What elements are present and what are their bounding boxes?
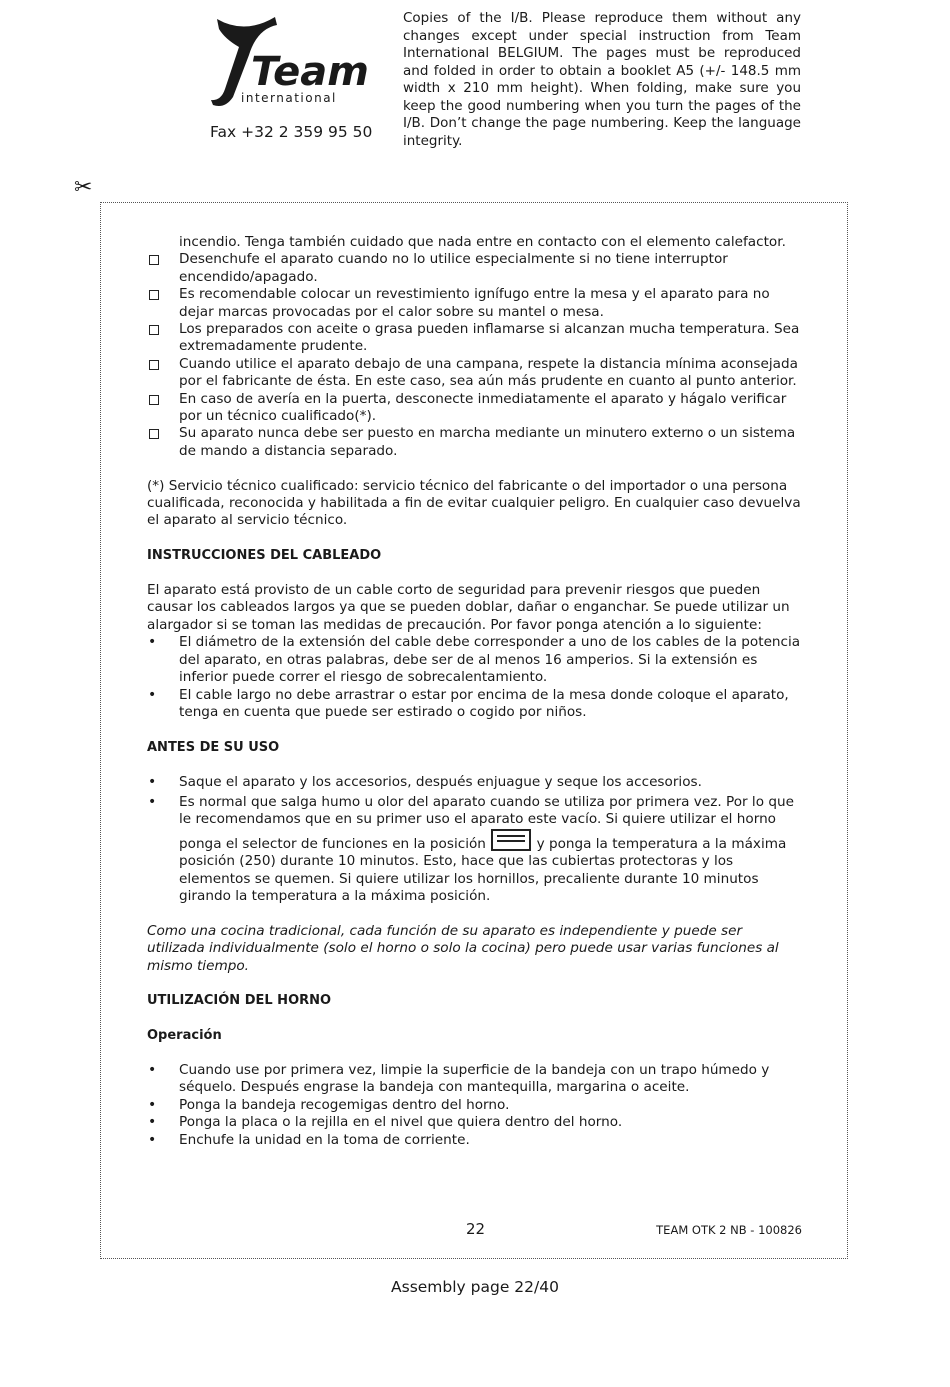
operation-item-text: Cuando use por primera vez, limpie la superficie de la bandeja con un trapo húmedo y séquelo. Después engrase la bandeja con mantequilla, margarina o aceite. [179, 1061, 770, 1096]
bullet-icon: • [148, 793, 157, 810]
cable-item-text: El cable largo no debe arrastrar o estar por encima de la mesa donde coloque el aparato, tenga en cuenta que puede ser estirado o cogido por niños. [179, 686, 789, 720]
checkbox-bullet-icon [147, 425, 165, 444]
checkbox-bullet-icon [147, 251, 165, 270]
scissors-icon: ✂ [74, 174, 93, 199]
checkbox-bullet-icon [147, 356, 165, 375]
operation-item-text: Enchufe la unidad en la toma de corriente. [179, 1131, 470, 1148]
safety-item [147, 286, 802, 321]
safety-item [147, 251, 802, 286]
safety-item-continued [147, 234, 802, 251]
operation-item [147, 1062, 802, 1097]
logo-subtitle: international [241, 91, 337, 105]
oven-heading: UTILIZACIÓN DEL HORNO [147, 993, 332, 1009]
operation-item-text: Ponga la bandeja recogemigas dentro del horno. [179, 1096, 510, 1113]
before-use-item [147, 794, 802, 905]
bullet-icon: • [148, 1096, 157, 1113]
fax-number: Fax +32 2 359 95 50 [210, 123, 373, 141]
italic-note: Como una cocina tradicional, cada función de su aparato es independiente y puede ser utilizada individualmente (solo el horno o solo la cocina) pero puede usar varias funciones al mismo tiempo. [147, 922, 779, 974]
checkbox-bullet-icon [147, 286, 165, 305]
safety-item [147, 391, 802, 426]
page-number: 22 [466, 1220, 486, 1238]
team-logo [205, 5, 369, 115]
safety-item-text: En caso de avería en la puerta, desconecte inmediatamente el aparato y hágalo verificar por un técnico cualificado(*). [179, 390, 787, 425]
before-use-item [147, 774, 802, 791]
logo-wordmark: Team [251, 49, 369, 95]
cable-intro: El aparato está provisto de un cable corto de seguridad para prevenir riesgos que pueden causar los cableados largos ya que se pueden doblar, dañar o enganchar. Se puede utilizar un alargador si se toman las medidas de precaución. Por favor ponga atención a lo siguiente: [147, 582, 790, 633]
bullet-icon: • [148, 773, 157, 790]
model-code: TEAM OTK 2 NB - 100826 [656, 1223, 802, 1237]
operation-item [147, 1132, 802, 1149]
bullet-icon: • [148, 1114, 157, 1131]
safety-item-text: Es recomendable colocar un revestimiento ignífugo entre la mesa y el aparato para no dejar marcas provocadas por el calor sobre su mantel o mesa. [179, 286, 770, 320]
oven-function-icon [491, 829, 531, 851]
checkbox-bullet-icon [147, 321, 165, 340]
cable-heading: INSTRUCCIONES DEL CABLEADO [147, 548, 382, 564]
checkbox-bullet-icon [147, 391, 165, 410]
cable-item [147, 634, 802, 686]
operation-item [147, 1097, 802, 1114]
bullet-icon: • [148, 1131, 157, 1148]
bullet-icon: • [148, 686, 157, 703]
cable-item-text: El diámetro de la extensión del cable debe corresponder a uno de los cables de la potencia del aparato, en otras palabras, debe ser de al menos 16 amperios. Si la extensión es inferior puede correr el riesgo de sobrecalentamiento. [179, 634, 801, 686]
safety-item-text: Desenchufe el aparato cuando no lo utilice especialmente si no tiene interruptor encendido/apagado. [179, 251, 728, 285]
operation-item-text: Ponga la placa o la rejilla en el nivel que quiera dentro del horno. [179, 1114, 623, 1131]
before-use-heading: ANTES DE SU USO [147, 739, 280, 755]
before-use-text-b: y ponga la temperatura a la máxima posición (250) durante 10 minutos. Esto, hace que las cubiertas protectoras y los elementos se quemen. Si quiere utilizar los hornillos, precaliente durante 10 minutos girando la temperatura a la máxima posición. [179, 835, 787, 904]
assembly-page-label: Assembly page 22/40 [391, 1278, 559, 1296]
safety-item [147, 321, 802, 356]
reproduction-notice: Copies of the I/B. Please reproduce them without any changes except under special instruction from Team International BELGIUM. The pages must be reproduced and folded in order to obtain a booklet A5 (+/- 148.5 mm width x 210 mm height). When folding, make sure you keep the good numbering when you turn the pages of the I/B. Don’t change the page numbering. Keep the language integrity. [403, 10, 801, 149]
before-use-item-text: Saque el aparato y los accesorios, después enjuague y seque los accesorios. [179, 773, 702, 790]
operation-heading: Operación [147, 1028, 222, 1044]
safety-item [147, 425, 802, 460]
safety-item-text: Los preparados con aceite o grasa pueden inflamarse si alcanzan mucha temperatura. Sea extremadamente prudente. [179, 321, 800, 355]
operation-item [147, 1114, 802, 1131]
cable-item [147, 687, 802, 722]
safety-item-text: Cuando utilice el aparato debajo de una campana, respete la distancia mínima aconsejada por el fabricante de ésta. En este caso, sea aún más prudente en cuanto al punto anterior. [179, 355, 798, 390]
bullet-icon: • [148, 1061, 157, 1078]
safety-item-continued-text: incendio. Tenga también cuidado que nada entre en contacto con el elemento calefactor. [179, 234, 786, 250]
footnote: (*) Servicio técnico cualificado: servicio técnico del fabricante o del importador o una persona cualificada, reconocida y habilitada a fin de evitar cualquier peligro. En cualquier caso devuelva el aparato al servicio técnico. [147, 477, 801, 529]
bullet-icon: • [148, 634, 157, 651]
page-content [147, 234, 802, 1149]
before-use-text-a: Es normal que salga humo u olor del aparato cuando se utiliza por primera vez. Por lo que le recomendamos que en su primer uso el aparato este vacío. Si quiere utilizar el horno ponga el selector de funciones en la posición [179, 793, 794, 852]
safety-item [147, 356, 802, 391]
safety-item-text: Su aparato nunca debe ser puesto en marcha mediante un minutero externo o un sistema de mando a distancia separado. [179, 425, 796, 459]
